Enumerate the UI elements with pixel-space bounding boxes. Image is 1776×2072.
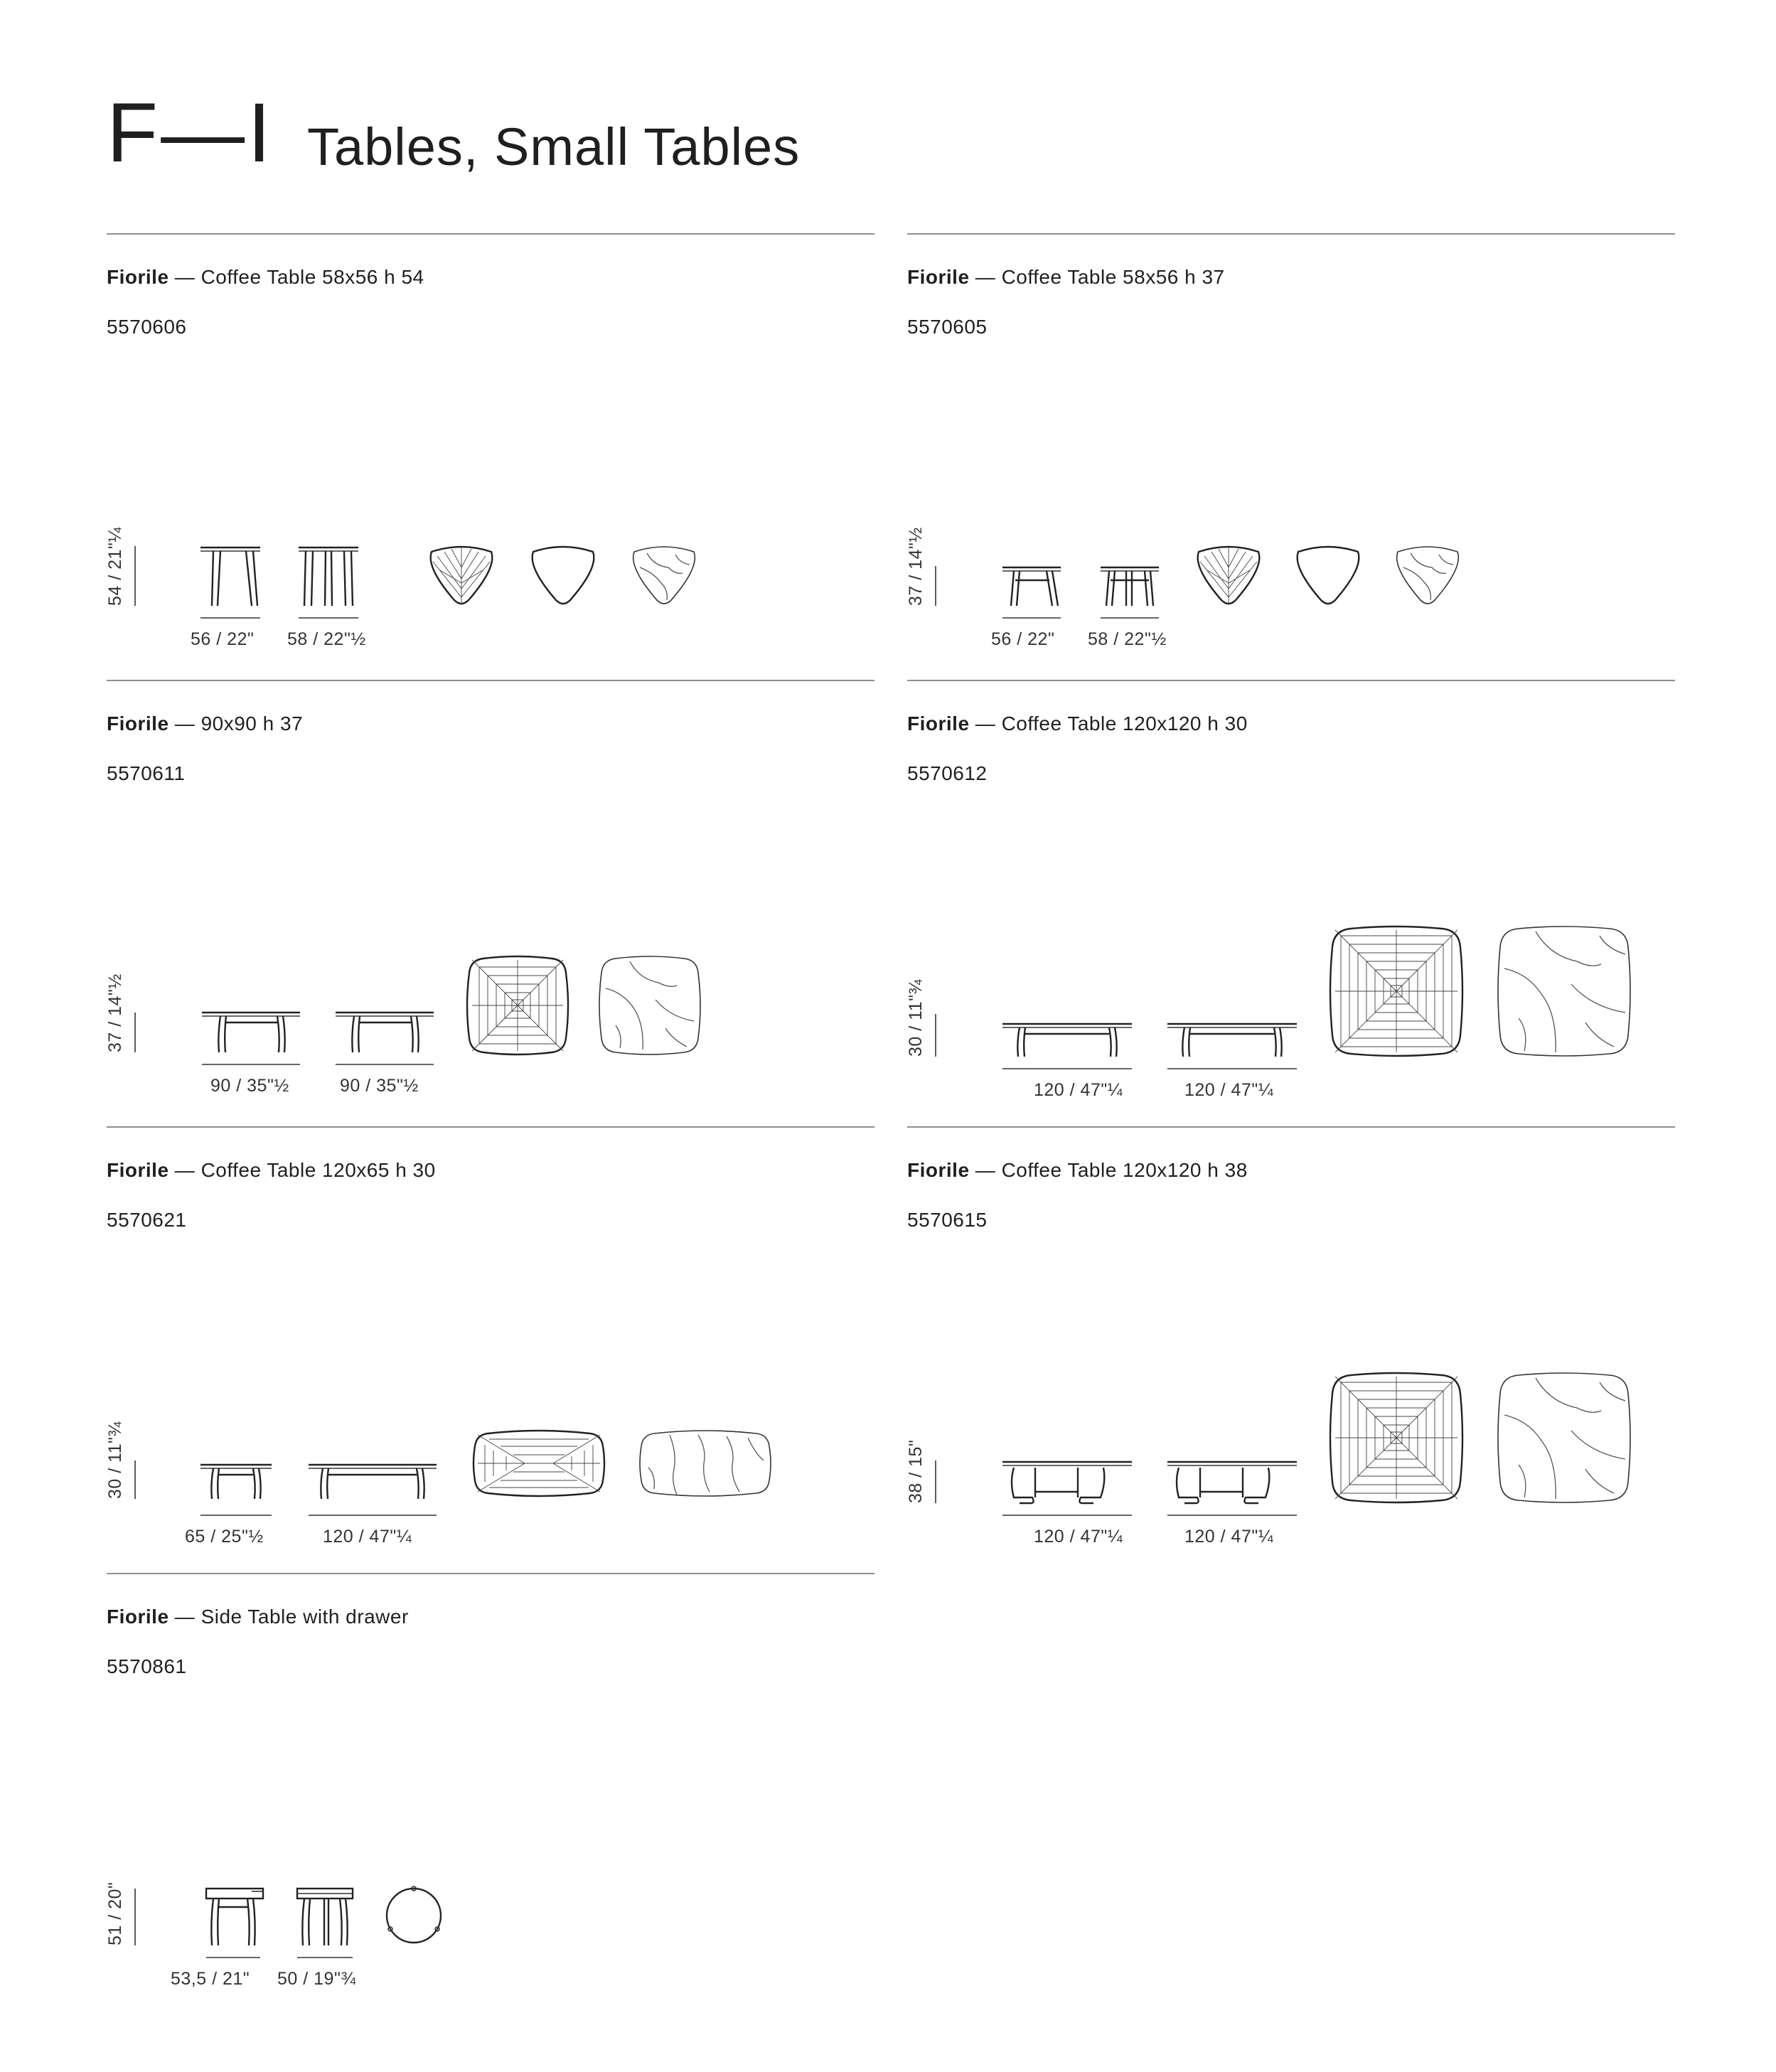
- plain-top-view: [1298, 547, 1359, 604]
- marble-top-view: [633, 547, 695, 604]
- technical-drawing: [107, 1126, 874, 1573]
- product-code: 5570605: [907, 316, 988, 338]
- round-top-view: [387, 1886, 441, 1943]
- height-dimension: 37 / 14"½: [906, 527, 926, 606]
- width-dimension: 56 / 22": [191, 629, 255, 649]
- wood-top-view: [474, 1431, 604, 1496]
- wood-top-view: [467, 956, 568, 1054]
- wood-top-view: [1330, 1373, 1462, 1502]
- product-code: 5570861: [107, 1655, 187, 1677]
- product-code: 5570615: [907, 1209, 988, 1231]
- width-dimension: 120 / 47"¼: [1034, 1080, 1123, 1100]
- brand-name: Fiorile: [907, 266, 970, 288]
- height-dimension: 51 / 20": [105, 1881, 125, 1945]
- technical-drawing: [107, 233, 874, 680]
- technical-drawing: [107, 680, 874, 1126]
- product-section: [907, 1126, 1675, 1573]
- product-desc: Side Table with drawer: [200, 1606, 409, 1628]
- product-section: [107, 1573, 874, 2019]
- height-dimension: 37 / 14"½: [105, 973, 125, 1052]
- marble-top-view: [640, 1431, 771, 1496]
- marble-top-view: [599, 956, 700, 1054]
- width-dimension: 58 / 22"½: [287, 629, 366, 649]
- brand-name: Fiorile: [907, 1159, 970, 1181]
- product-code: 5570606: [107, 316, 187, 338]
- product-desc: Coffee Table 120x65 h 30: [200, 1159, 436, 1181]
- product-desc: Coffee Table 120x120 h 30: [1001, 712, 1248, 735]
- dash: —: [174, 712, 196, 735]
- width-dimension: 120 / 47"¼: [323, 1527, 412, 1547]
- front-view: [336, 1013, 434, 1052]
- width-dimension: 120 / 47"¼: [1034, 1527, 1123, 1547]
- brand-name: Fiorile: [107, 1159, 169, 1181]
- height-dimension: 38 / 15": [906, 1439, 926, 1503]
- page-code: F—I: [107, 86, 274, 180]
- front-view: [1167, 1462, 1297, 1503]
- width-dimension: 90 / 35"½: [340, 1076, 419, 1096]
- front-view: [1167, 1024, 1297, 1057]
- wood-top-view: [1198, 547, 1260, 604]
- side-view: [1002, 567, 1061, 606]
- side-view: [200, 548, 260, 606]
- product-code: 5570621: [107, 1209, 187, 1231]
- technical-drawing: [907, 680, 1675, 1126]
- technical-drawing: [907, 233, 1675, 680]
- product-desc: Coffee Table 120x120 h 38: [1001, 1159, 1248, 1181]
- wood-top-view: [1330, 926, 1462, 1056]
- product-section: [107, 680, 874, 1126]
- width-dimension: 50 / 19"¾: [277, 1969, 356, 1989]
- width-dimension: 58 / 22"½: [1088, 629, 1167, 649]
- brand-name: Fiorile: [107, 712, 169, 735]
- wood-top-view: [431, 547, 493, 604]
- front-view: [309, 1465, 437, 1499]
- front-view: [297, 1889, 353, 1945]
- product-section: [907, 233, 1675, 680]
- width-dimension: 56 / 22": [991, 629, 1055, 649]
- product-section: [107, 233, 874, 680]
- dash: —: [975, 1159, 996, 1181]
- brand-name: Fiorile: [107, 1606, 169, 1628]
- brand-name: Fiorile: [107, 266, 169, 288]
- dash: —: [975, 712, 996, 735]
- marble-top-view: [1498, 926, 1630, 1056]
- width-dimension: 53,5 / 21": [171, 1969, 250, 1989]
- front-view: [1101, 567, 1159, 606]
- dash: —: [174, 266, 196, 288]
- side-view: [1002, 1462, 1132, 1503]
- plain-top-view: [533, 547, 594, 604]
- product-desc: Coffee Table 58x56 h 37: [1001, 266, 1225, 288]
- technical-drawing: [107, 1573, 874, 2019]
- width-dimension: 90 / 35"½: [210, 1076, 289, 1096]
- product-desc: Coffee Table 58x56 h 54: [200, 266, 424, 288]
- dash: —: [174, 1159, 196, 1181]
- width-dimension: 120 / 47"¼: [1184, 1527, 1274, 1547]
- product-section: [107, 1126, 874, 1573]
- product-section: [907, 680, 1675, 1126]
- height-dimension: 30 / 11"¾: [906, 979, 926, 1057]
- side-view: [202, 1013, 300, 1052]
- brand-name: Fiorile: [907, 712, 970, 735]
- marble-top-view: [1498, 1373, 1630, 1502]
- side-view: [200, 1465, 272, 1499]
- product-code: 5570611: [107, 762, 186, 784]
- side-view: [1002, 1024, 1132, 1057]
- dash: —: [975, 266, 996, 288]
- height-dimension: 54 / 21"¼: [105, 527, 125, 606]
- dash: —: [174, 1606, 196, 1628]
- product-desc: 90x90 h 37: [200, 712, 304, 735]
- width-dimension: 120 / 47"¼: [1184, 1080, 1274, 1100]
- front-view: [299, 548, 358, 606]
- height-dimension: 30 / 11"¾: [105, 1421, 125, 1499]
- width-dimension: 65 / 25"½: [185, 1527, 264, 1547]
- product-code: 5570612: [907, 762, 988, 784]
- side-view: [206, 1889, 263, 1945]
- marble-top-view: [1397, 547, 1459, 604]
- technical-drawing: [907, 1126, 1675, 1573]
- page-title: Tables, Small Tables: [307, 117, 801, 176]
